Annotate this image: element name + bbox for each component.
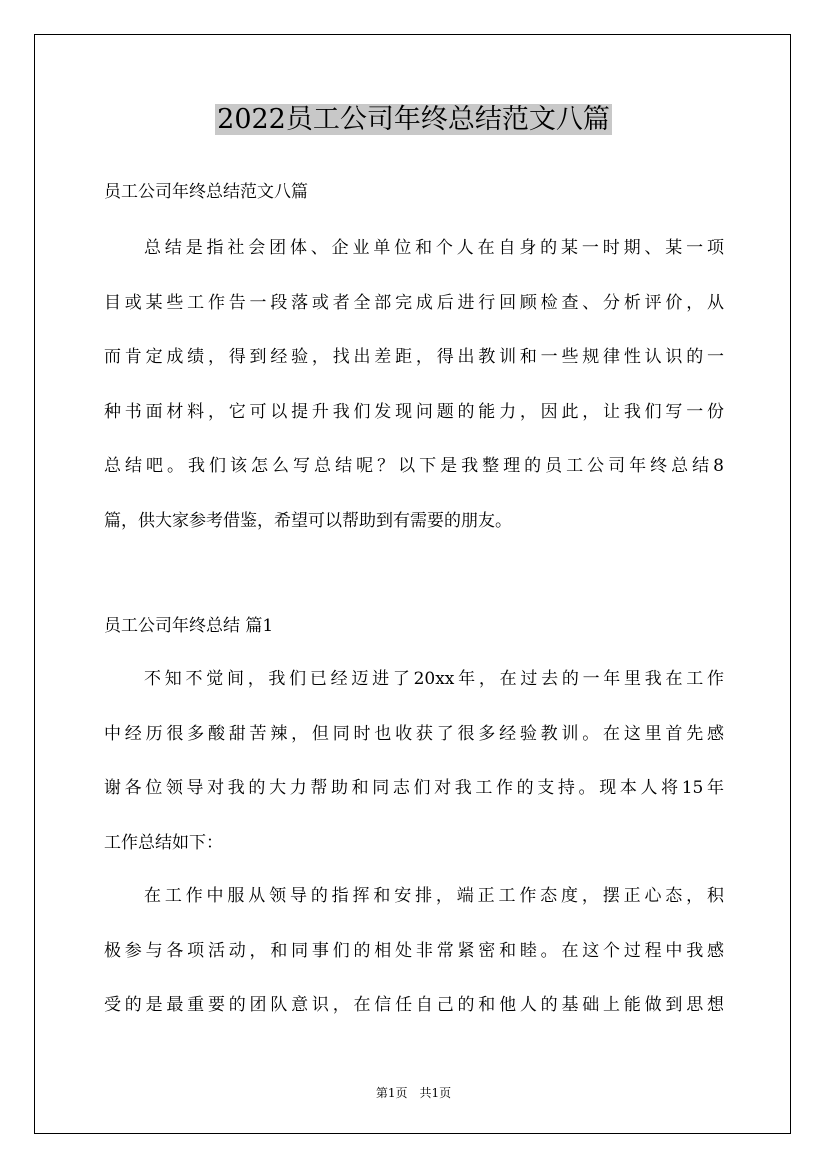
- section1-paragraph-2: [104, 884, 724, 1048]
- text-line: 篇，供大家参考借鉴，希望可以帮助到有需要的朋友。: [104, 510, 512, 531]
- text-line: 谢各位领导对我的大力帮助和同志们对我工作的支持。现本人将15年: [104, 778, 724, 798]
- text-line: 中经历很多酸甜苦辣，但同时也收获了很多经验教训。在这里首先感: [104, 723, 724, 744]
- text-line: 工作总结如下：: [104, 832, 223, 853]
- document-title: 2022员工公司年终总结范文八篇: [217, 104, 610, 135]
- text-line: 极参与各项活动，和同事们的相处非常紧密和睦。在这个过程中我感: [104, 940, 724, 961]
- page-number: 第1页: [375, 1086, 408, 1100]
- text-line: 受的是最重要的团队意识，在信任自己的和他人的基础上能做到思想: [104, 995, 724, 1015]
- page-total: 共1页: [419, 1086, 452, 1100]
- text-line: 不知不觉间，我们已经迈进了20xx年，在过去的一年里我在工作: [144, 669, 724, 689]
- section1-paragraph-1: [104, 667, 724, 885]
- text-line: 而肯定成绩，得到经验，找出差距，得出教训和一些规律性认识的一: [104, 347, 724, 367]
- text-line: 目或某些工作告一段落或者全部完成后进行回顾检查、分析评价，从: [104, 292, 724, 313]
- section-heading: 员工公司年终总结 篇1: [104, 616, 274, 636]
- intro-paragraph: [104, 236, 724, 563]
- text-line: 在工作中服从领导的指挥和安排，端正工作态度，摆正心态，积: [144, 886, 724, 906]
- text-line: 总结吧。我们该怎么写总结呢？以下是我整理的员工公司年终总结8: [104, 456, 724, 476]
- document-subtitle: 员工公司年终总结范文八篇: [104, 182, 308, 202]
- text-line: 种书面材料，它可以提升我们发现问题的能力，因此，让我们写一份: [104, 401, 724, 422]
- page-footer: [0, 1084, 827, 1101]
- text-line: 总结是指社会团体、企业单位和个人在自身的某一时期、某一项: [144, 238, 724, 258]
